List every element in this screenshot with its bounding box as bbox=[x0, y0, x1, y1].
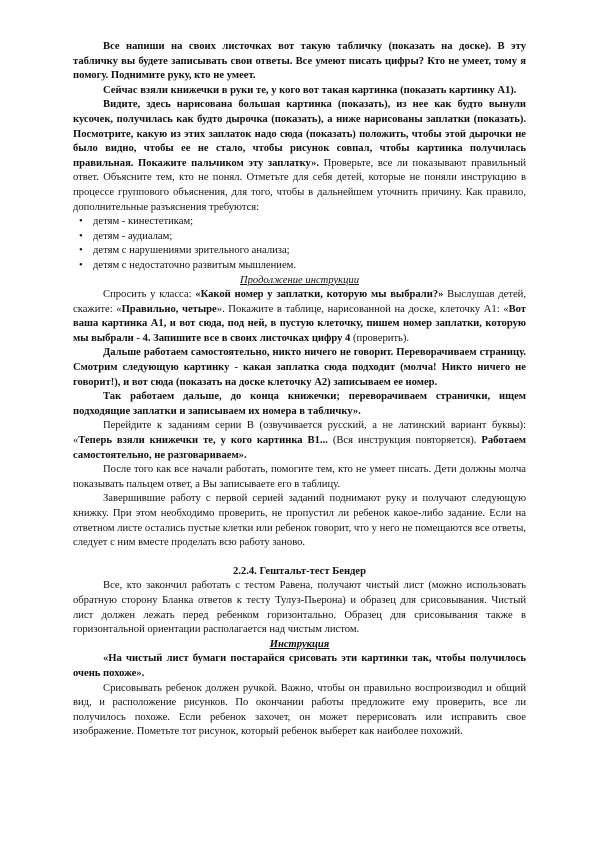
text-run: Перейдите к заданиям серии В (озвучивается русский, а не латинский вариант буквы): « bbox=[73, 420, 526, 447]
subheading-continuation: Продолжение инструкции bbox=[239, 274, 360, 286]
text-run-bold: Правильно, четыре bbox=[121, 303, 217, 315]
paragraph-3 bbox=[73, 98, 526, 215]
spacer bbox=[73, 551, 526, 565]
text-run: (проверить). bbox=[350, 332, 410, 344]
bullet-icon: • bbox=[79, 216, 83, 228]
bullet-icon: • bbox=[79, 245, 83, 257]
text-run: Выслушав детей, скажите: « bbox=[73, 289, 526, 315]
text-run-bold: «Какой номер у заплатки, которую мы выбрали?» bbox=[195, 289, 444, 301]
section-heading: 2.2.4. Гештальт-тест Бендер bbox=[232, 565, 366, 577]
list-item-text: детям с нарушениями зрительного анализа; bbox=[93, 245, 290, 257]
bullet-icon: • bbox=[79, 259, 83, 271]
subheading-instruction: Инструкция bbox=[269, 638, 330, 650]
text-run: Спросить у класса: bbox=[103, 289, 196, 301]
list-item-text: детям - кинестетикам; bbox=[93, 216, 194, 228]
list-item bbox=[79, 244, 526, 259]
list-item bbox=[79, 230, 526, 245]
paragraph-9: Завершившие работу с первой серией заданий поднимают руку и получают следующую книжку. При этом необходимо проверить, не пропустил ли ребенок какое-либо задание. Если на ответном листе остались пустые клетки или ребенок говорит, что у него не помещаются все ответы, следует с ним вместе проделать всю работу заново. bbox=[73, 493, 526, 549]
paragraph-8: После того как все начали работать, помогите тем, кто не умеет писать. Дети должны молча показывать пальцем ответ, а Вы записываете его в таблицу. bbox=[73, 464, 526, 490]
paragraph-11: «На чистый лист бумаги постарайся срисовать эти картинки так, чтобы получилось очень похоже». bbox=[73, 653, 526, 679]
bullet-list bbox=[73, 215, 526, 273]
list-item bbox=[79, 259, 526, 274]
paragraph-10: Все, кто закончил работать с тестом Равена, получают чистый лист (можно использовать обратную сторону Бланка ответов к тесту Тулуз-Пьерона) и образец для срисовывания. Чистый лист должен лежать перед ребенком горизонтально. Образец для срисовывания также в горизонтальной ориентации располагается над чистым листом. bbox=[73, 580, 526, 636]
list-item-text: детям - аудиалам; bbox=[93, 230, 173, 242]
bullet-icon: • bbox=[79, 230, 83, 242]
paragraph-3-note: Проверьте, все ли показывают правильный ответ. Объясните тем, кто не понял. Отметьте для себя детей, которые не поняли инструкцию в процессе группового объяснения, для того, чтобы в дальнейшем уточнить причину. Как правило, дополнительные разъяснения требуются: bbox=[73, 157, 526, 213]
list-item bbox=[79, 215, 526, 230]
text-run-bold: Теперь взяли книжечки те, у кого картинка В1... bbox=[78, 435, 328, 447]
list-item-text: детям с недостаточно развитым мышлением. bbox=[93, 259, 296, 271]
paragraph-6: Так работаем дальше, до конца книжечки; переворачиваем странички, ищем подходящие заплатки и записываем их номера в табличку». bbox=[73, 391, 526, 417]
text-run: ». Покажите в таблице, нарисованной на доске, клеточку А1: « bbox=[216, 303, 509, 315]
paragraph-4 bbox=[73, 288, 526, 346]
paragraph-12: Срисовывать ребенок должен ручкой. Важно, чтобы он правильно воспроизводил и общий вид, и расположение рисунков. По окончании работы предложите ему проверить, все ли получилось похоже. Если ребенок захочет, он может перерисовать или исправить свое изображение. Пометьте тот рисунок, который ребенок выберет как наиболее похожий. bbox=[73, 682, 526, 738]
paragraph-3-instruction: Видите, здесь нарисована большая картинка (показать), из нее как будто вынули кусочек, получилась как будто дырочка (показать), а ниже нарисованы заплатки (показать). Посмотрите, какую из этих заплаток надо сюда (показать) положить, чтобы этой дырочки не было видно, чтобы ее не стало, чтобы рисунок совпал, чтобы картинка получилась правильная. Покажите пальчиком эту заплатку». bbox=[73, 99, 526, 169]
document-page bbox=[73, 40, 526, 740]
text-run-bold: Вот ваша картинка А1, и вот сюда, под ней, в пустую клеточку, пишем номер заплатки, которую мы выбрали - 4. Запишите все в своих листочках цифру 4 bbox=[73, 303, 526, 344]
text-run: (Вся инструкция повторяется). bbox=[327, 435, 482, 447]
paragraph-5: Дальше работаем самостоятельно, никто ничего не говорит. Переворачиваем страницу. Смотрим следующую картинку - какая заплатка сюда подходит (молча! Никто ничего не говорит!), и вот сюда (показать на доске клеточку А2) записываем ее номер. bbox=[73, 347, 526, 388]
text-run-bold: Работаем самостоятельно, не разговариваем». bbox=[73, 435, 527, 461]
paragraph-1: Все напиши на своих листочках вот такую табличку (показать на доске). В эту табличку вы будете записывать свои ответы. Все умеют писать цифры? Кто не умеет, тому я помогу. Поднимите руку, кто не умеет. bbox=[73, 41, 526, 82]
paragraph-2: Сейчас взяли книжечки в руки те, у кого вот такая картинка (показать картинку А1). bbox=[103, 84, 517, 96]
paragraph-7 bbox=[73, 419, 526, 463]
